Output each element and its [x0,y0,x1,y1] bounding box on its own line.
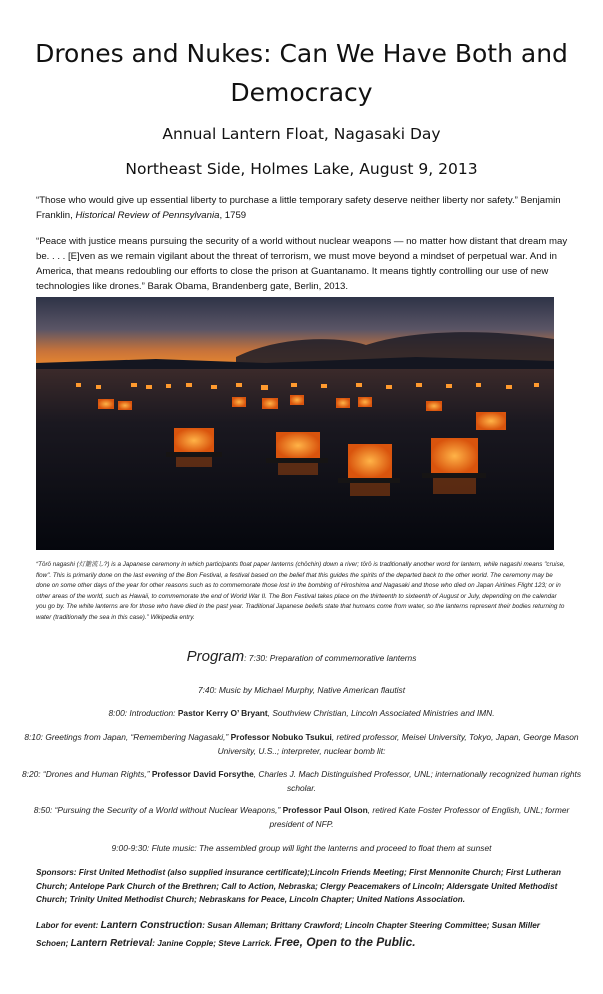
item4-post: , retired professor, Meisei University, Tokyo, Japan, George Mason University, U.S..; interpreter, nuclear bomb lit: [217,732,579,756]
item3-pre: 8:00: Introduction: [108,708,178,718]
program-item-6 [20,803,583,831]
item5-pre: 8:20: “Drones and Human Rights,” [21,769,152,779]
obama-quote: “Peace with justice means pursuing the security of a world without nuclear weapons — no matter how distant that dream may be. . . . [E]ven as we remain vigilant about the threat of terrorism, we must move beyond a mindset of perpetual war. And in America, that means redoubling our efforts to close the prison at Guantanamo. It means tightly controlling our use of new technologies like drones.” Barak Obama, Brandenberg gate, Berlin, 2013. [36,236,568,292]
item5-post: , Charles J. Mach Distinguished Professor, UNL; internationally recognized human rights scholar. [253,769,582,793]
item4-pre: 8:10: Greetings from Japan, “Remembering Nagasaki,” [24,732,231,742]
retrieval-list: : Janine Copple; Steve Larrick. [152,939,275,948]
franklin-quote [36,193,568,223]
labor-intro: Labor for event: [36,921,101,930]
lantern-photo [36,297,554,550]
speaker-nobuko: Professor Nobuko Tsukui [230,732,332,742]
speaker-kerry: Pastor Kerry O’ Bryant [177,708,268,718]
program-item-7: 9:00-9:30: Flute music: The assembled group will light the lanterns and proceed to float them at sunset [111,843,492,853]
construction-list: : Susan Alleman; Brittany Crawford; Lincoln Chapter Steering Committee; Susan Miller Schoen; [36,921,540,948]
labor [36,917,568,952]
program-item-2: 7:40: Music by Michael Murphy, Native American flautist [197,685,406,695]
program-item-1: : 7:30: Preparation of commemorative lanterns [244,653,417,663]
program-title: Program [186,648,245,665]
photo-caption: “Tōrō nagashi (灯籠流し?) is a Japanese ceremony in which participants float paper lanterns (chōchin) down a river; tōrō is traditionally another word for lantern, while nagashi means "cruise, flow". This is primarily done on the last evening of the Bon Festival, a festival based on the belief that this guides the spirits of the departed back to the other world. The ceremony may be done on some other days of the year for other reasons such as to commemorate those lost in the bombing of Hiroshima and Nagasaki and those who died on Japan Airlines Flight 123; or in other areas of the world, such as Hawaii, to commemorate the end of World War II. The Bon Festival takes place on the thirteenth to sixteenth of August or July, depending on the calendar you go by. The white lanterns are for those who have died in the past year. Traditional Japanese beliefs state that humans come from water, so the lanterns represent their bodies returning to water (traditionally the sea in this case).” Wikipedia entry. [36,561,565,621]
program-item-5 [20,767,583,795]
event-name: Annual Lantern Float, Nagasaki Day [162,125,441,143]
event-location-date: Northeast Side, Holmes Lake, August 9, 2013 [125,160,478,178]
free-notice: Free, Open to the Public. [274,935,416,949]
page-title: Drones and Nukes: Can We Have Both and Democracy [35,39,568,107]
speaker-paul: Professor Paul Olson [282,805,368,815]
sponsors: Sponsors: First United Methodist (also supplied insurance certificate);Lincoln Friends Meeting; First Mennonite Church; First Lutheran Church; Antelope Park Church of the Brethren; Call to Action, Nebraska; Clergy Peacemakers of Lincoln; Aldersgate United Methodist Church; Trinity United Methodist Church; Nebraskans for Peace, Lincoln Chapter; United Nations Association. [36,868,561,904]
retrieval-label: Lantern Retrieval [70,938,153,949]
construction-label: Lantern Construction [100,920,203,931]
quote1-year: , 1759 [219,210,247,221]
speaker-david: Professor David Forsythe [151,769,254,779]
item6-pre: 8:50: “Pursuing the Security of a World without Nuclear Weapons,” [33,805,283,815]
program-item-3 [20,706,583,720]
program-heading [20,650,583,665]
item3-post: , Southview Christian, Lincoln Associated Ministries and IMN. [267,708,495,718]
item6-post: , retired Kate Foster Professor of English, UNL; former president of NFP. [269,805,570,829]
quote1-source: Historical Review of Pennsylvania [75,210,220,221]
program-item-4 [20,730,583,758]
quote1-text: “Those who would give up essential liberty to purchase a little temporary safety deserve neither liberty nor safety.” [36,195,518,206]
quote1-author: Benjamin Franklin, [36,195,561,221]
